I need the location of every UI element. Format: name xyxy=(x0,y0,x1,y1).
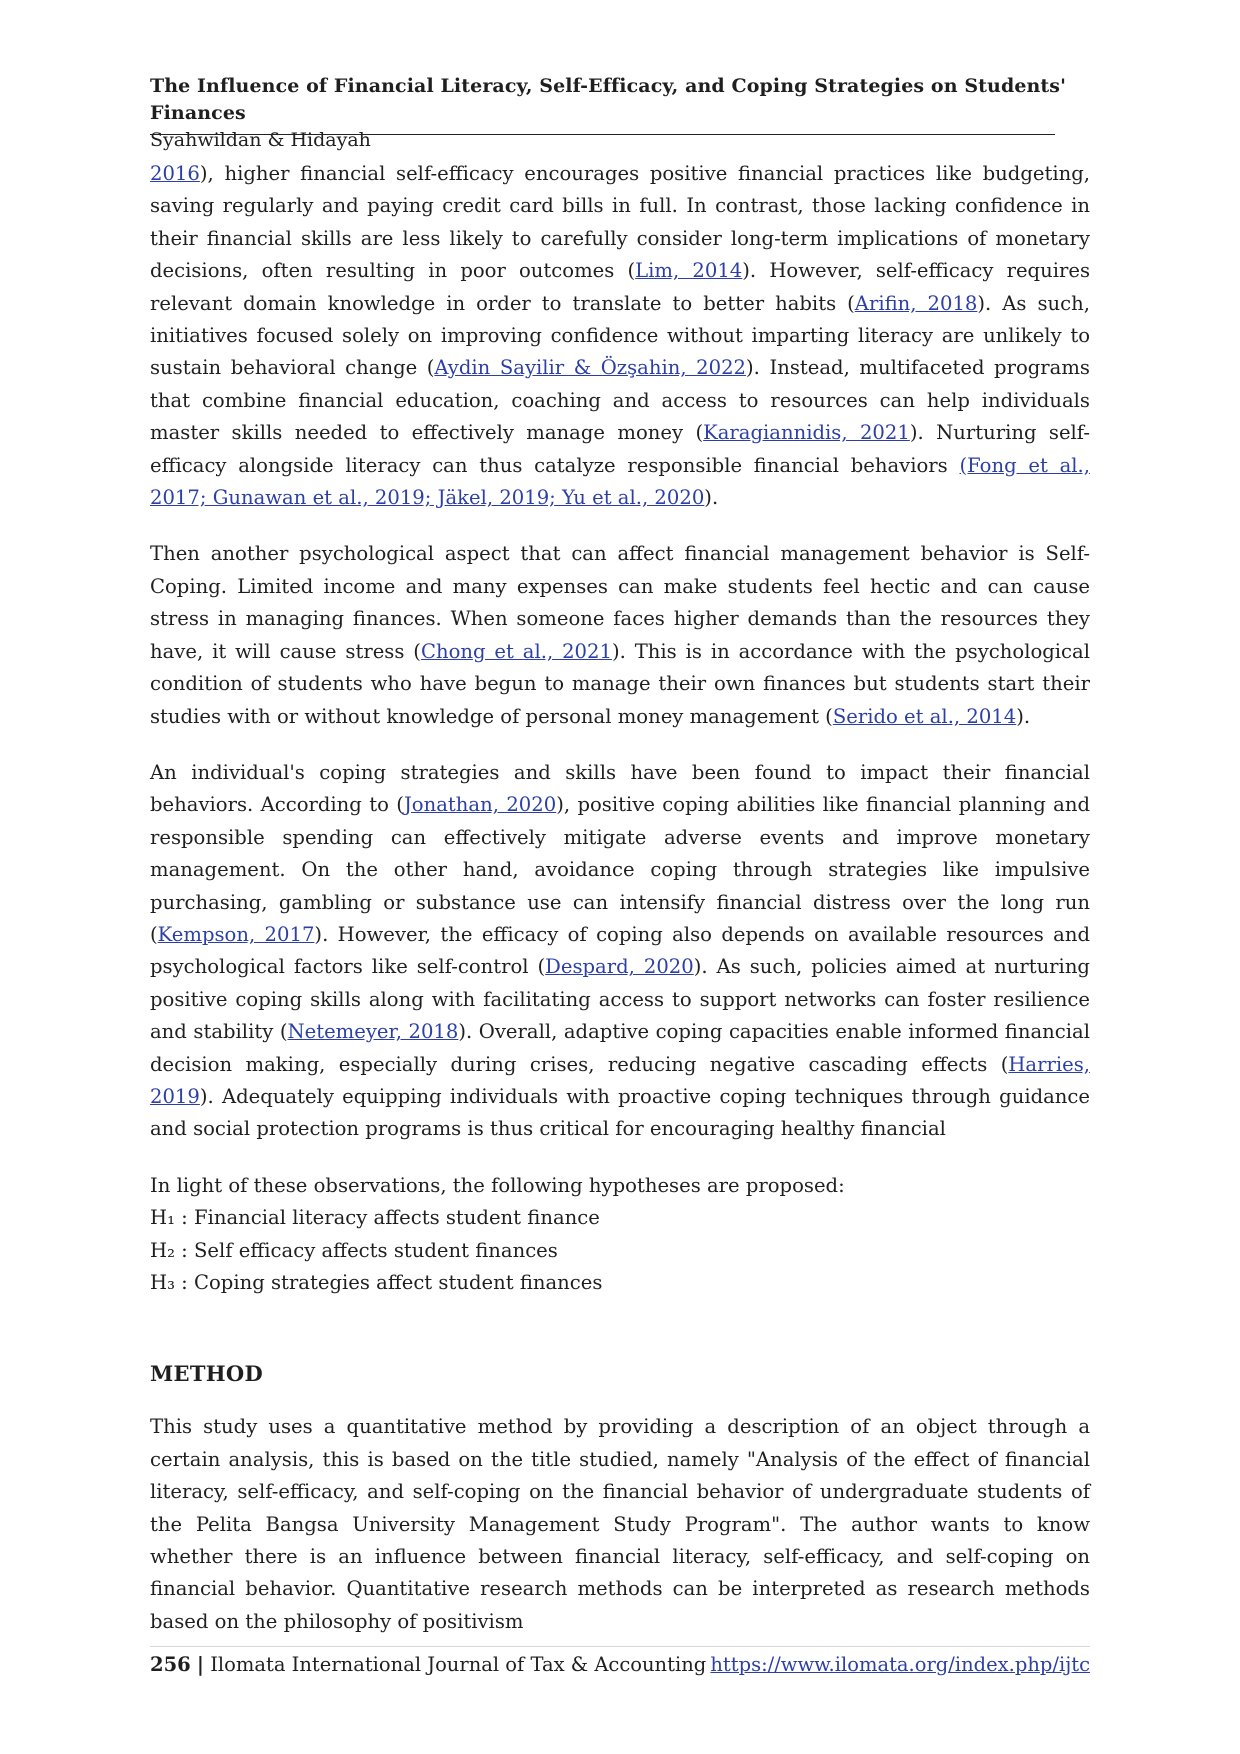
header-authors: Syahwildan & Hidayah xyxy=(150,129,371,151)
footer-separator: | xyxy=(196,1653,205,1676)
paragraph-text: ). This is in accordance with the psychological condition of students who have begun to manage their own finances but students start their studies with or without knowledge of personal money management ( xyxy=(150,639,1090,728)
hypotheses-intro: In light of these observations, the following hypotheses are proposed: xyxy=(150,1173,845,1197)
footer-left xyxy=(150,1648,706,1682)
hypothesis-label: H₃ xyxy=(150,1271,175,1294)
paragraph-coping-strategies xyxy=(150,757,1090,1146)
paragraph-method: This study uses a quantitative method by providing a description of an object through a certain analysis, this is based on the title studied, namely "Analysis of the effect of financial literacy, self-efficacy, and self-coping on the financial behavior of undergraduate students of the Pelita Bangsa University Management Study Program". The author wants to know whether there is an influence between financial literacy, self-efficacy, and self-coping on financial behavior. Quantitative research methods can be interpreted as research methods based on the philosophy of positivism xyxy=(150,1415,1090,1633)
paragraph-text: ). Overall, adaptive coping capacities enable informed financial decision making, especially during crises, reducing negative cascading effects ( xyxy=(150,1020,1090,1076)
hypothesis-label: H₁ xyxy=(150,1206,175,1230)
running-header xyxy=(150,73,1070,153)
page-number: 256 xyxy=(150,1653,191,1676)
header-title: The Influence of Financial Literacy, Self-Efficacy, and Coping Strategies on Students' Finances xyxy=(150,75,1067,124)
citation-link[interactable]: Chong et al., 2021 xyxy=(420,639,612,663)
hypothesis-text: : Self efficacy affects student finances xyxy=(174,1238,558,1262)
citation-link[interactable]: Aydin Sayilir & Özşahin, 2022 xyxy=(434,356,747,380)
citation-link[interactable]: Lim, 2014 xyxy=(635,259,743,283)
journal-url-link[interactable]: https://www.ilomata.org/index.php/ijtc xyxy=(710,1653,1090,1676)
page-footer xyxy=(150,1648,1090,1682)
citation-link[interactable]: Netemeyer, 2018 xyxy=(287,1020,459,1044)
citation-link[interactable]: Serido et al., 2014 xyxy=(832,704,1017,728)
hypothesis-text: : Financial literacy affects student finance xyxy=(174,1206,600,1230)
citation-link[interactable]: Karagiannidis, 2021 xyxy=(703,421,910,445)
paragraph-text: ). As such, policies aimed at nurturing positive coping skills along with facilitating access to support networks can foster resilience and stability ( xyxy=(150,955,1090,1044)
citation-link[interactable]: Arifin, 2018 xyxy=(854,291,978,315)
paragraph-text: ). Instead, multifaceted programs that combine financial education, coaching and access to resources can help individuals master skills needed to effectively manage money ( xyxy=(150,356,1090,445)
paragraph-text: ). However, self-efficacy requires relevant domain knowledge in order to translate to better habits ( xyxy=(150,259,1090,315)
hypotheses-list xyxy=(150,1170,1090,1300)
footer-divider xyxy=(150,1646,1090,1647)
citation-link[interactable]: Harries, 2019 xyxy=(150,1052,1090,1108)
citation-link[interactable]: (Fong et al., 2017; Gunawan et al., 2019; Jäkel, 2019; Yu et al., 2020 xyxy=(150,453,1090,510)
journal-name: Ilomata International Journal of Tax & Accounting xyxy=(210,1653,707,1676)
paragraph-self-efficacy xyxy=(150,158,1090,514)
hypothesis-item xyxy=(150,1235,1090,1267)
hypothesis-item xyxy=(150,1267,1090,1299)
paragraph-text: ). Adequately equipping individuals with proactive coping techniques through guidance and social protection programs is thus critical for encouraging healthy financial xyxy=(150,1084,1090,1141)
paragraph-text: ), positive coping abilities like financial planning and responsible spending can effectively mitigate adverse events and improve monetary management. On the other hand, avoidance coping through strategies like impulsive purchasing, gambling or substance use can intensify financial distress over the long run ( xyxy=(150,793,1090,946)
header-divider xyxy=(150,134,1055,135)
hypothesis-label: H₂ xyxy=(150,1238,175,1262)
citation-link[interactable]: Jonathan, 2020 xyxy=(403,793,557,817)
citation-link[interactable]: Despard, 2020 xyxy=(545,955,694,979)
paragraph-text: ), higher financial self-efficacy encourages positive financial practices like budgeting, saving regularly and paying credit card bills in full. In contrast, those lacking confidence in their financial skills are less likely to carefully consider long-term implications of monetary decisions, often resulting in poor outcomes ( xyxy=(150,162,1090,283)
paragraph-text: An individual's coping strategies and skills have been found to impact their financial behaviors. According to ( xyxy=(150,760,1090,817)
paragraph-text: ). Nurturing self-efficacy alongside literacy can thus catalyze responsible financial behaviors xyxy=(150,421,1090,477)
body-text xyxy=(150,158,1090,1662)
hypothesis-item xyxy=(150,1202,1090,1234)
paragraph-text: Then another psychological aspect that can affect financial management behavior is Self-Coping. Limited income and many expenses can make students feel hectic and can cause stress in managing finances. When someone faces higher demands than the resources they have, it will cause stress ( xyxy=(150,542,1090,663)
citation-link[interactable]: 2016 xyxy=(150,162,200,185)
paragraph-text: ). xyxy=(704,486,719,510)
paragraph-text: ). As such, initiatives focused solely on improving confidence without imparting literacy are unlikely to sustain behavioral change ( xyxy=(150,291,1091,380)
paragraph-self-coping xyxy=(150,538,1090,732)
citation-link[interactable]: Kempson, 2017 xyxy=(157,922,315,946)
hypothesis-text: : Coping strategies affect student finances xyxy=(174,1271,603,1294)
section-heading-method: METHOD xyxy=(150,1361,264,1387)
paragraph-text: ). However, the efficacy of coping also depends on available resources and psychological factors like self-control ( xyxy=(150,922,1090,979)
paragraph-text: ). xyxy=(1016,704,1031,728)
